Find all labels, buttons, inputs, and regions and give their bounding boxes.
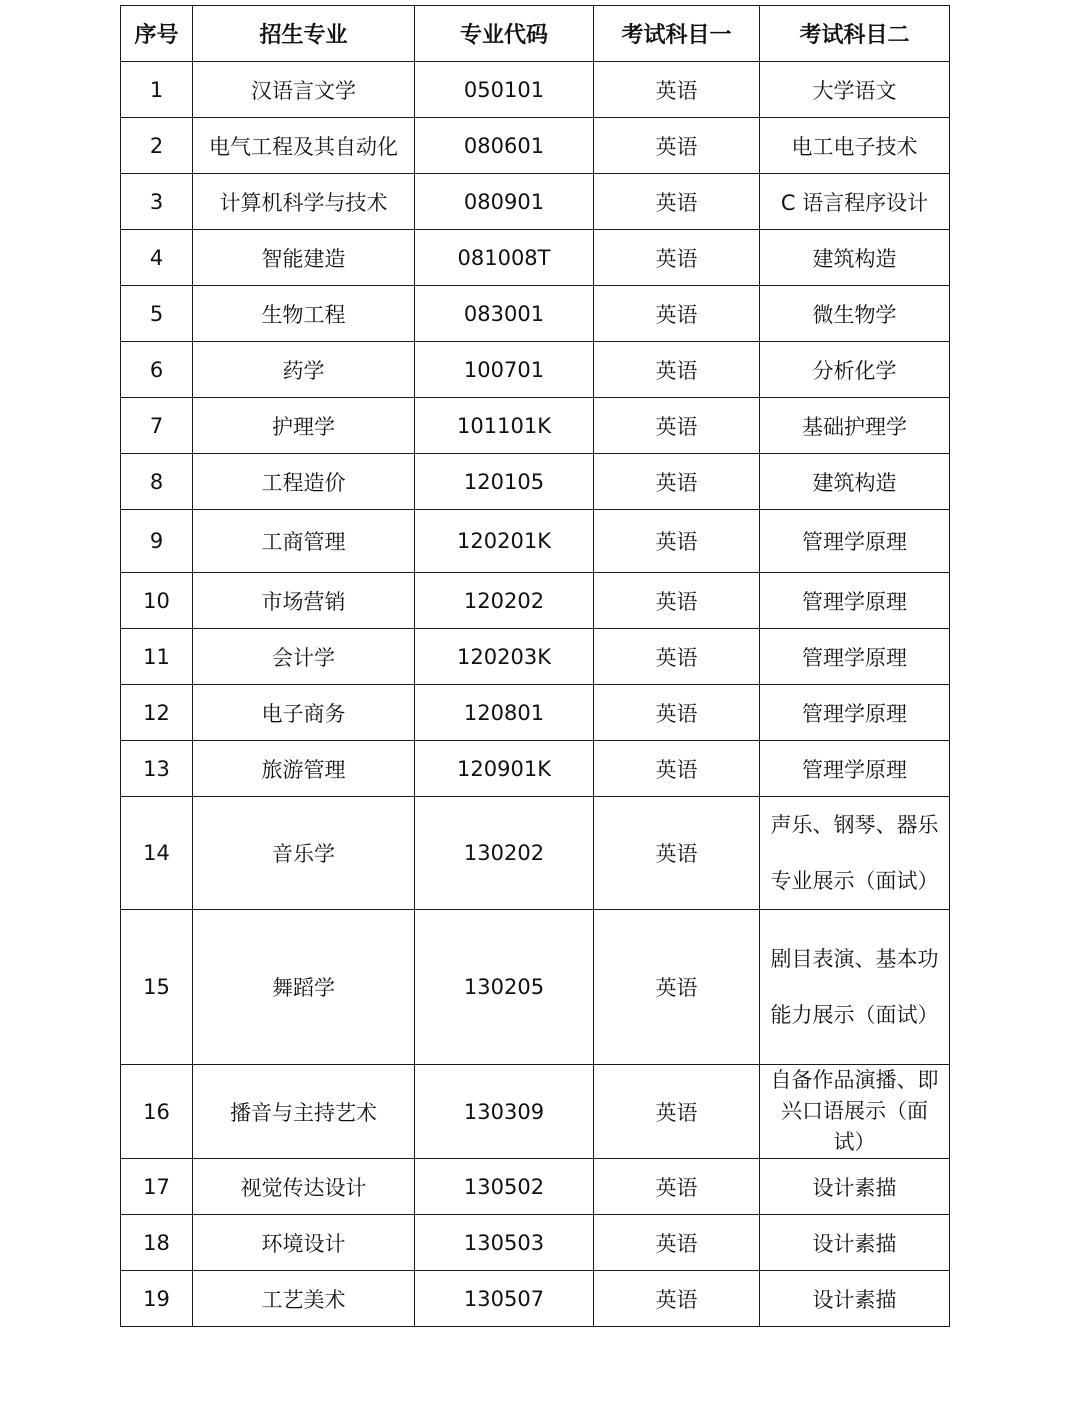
cell-subject2: 建筑构造	[760, 230, 950, 286]
cell-no: 13	[121, 741, 193, 797]
cell-major: 视觉传达设计	[193, 1159, 415, 1215]
cell-subject2: 基础护理学	[760, 398, 950, 454]
cell-subject2: 管理学原理	[760, 629, 950, 685]
cell-major: 工程造价	[193, 454, 415, 510]
cell-subject1: 英语	[594, 286, 760, 342]
cell-no: 16	[121, 1065, 193, 1159]
table-row	[121, 741, 950, 797]
cell-major: 智能建造	[193, 230, 415, 286]
cell-no: 9	[121, 510, 193, 573]
cell-no: 5	[121, 286, 193, 342]
header-code: 专业代码	[415, 6, 594, 62]
cell-code: 130205	[415, 910, 594, 1065]
cell-no: 10	[121, 573, 193, 629]
cell-no: 15	[121, 910, 193, 1065]
cell-code: 120203K	[415, 629, 594, 685]
table-row	[121, 174, 950, 230]
cell-subject1: 英语	[594, 454, 760, 510]
cell-subject2-line: 剧目表演、基本功	[770, 947, 939, 971]
table-row	[121, 1159, 950, 1215]
header-row	[121, 6, 950, 62]
table-row	[121, 230, 950, 286]
cell-major: 环境设计	[193, 1215, 415, 1271]
table-row	[121, 118, 950, 174]
cell-subject2-line: 声乐、钢琴、器乐	[770, 813, 939, 837]
cell-subject2	[760, 1065, 950, 1159]
cell-subject2: 设计素描	[760, 1271, 950, 1327]
cell-subject2	[760, 910, 950, 1065]
table-row	[121, 629, 950, 685]
cell-subject1: 英语	[594, 1065, 760, 1159]
cell-subject2: 设计素描	[760, 1159, 950, 1215]
cell-no: 4	[121, 230, 193, 286]
cell-no: 18	[121, 1215, 193, 1271]
table-row	[121, 910, 950, 1065]
cell-code: 120201K	[415, 510, 594, 573]
cell-code: 100701	[415, 342, 594, 398]
cell-major: 计算机科学与技术	[193, 174, 415, 230]
table-row	[121, 454, 950, 510]
cell-subject1: 英语	[594, 910, 760, 1065]
cell-subject1: 英语	[594, 629, 760, 685]
cell-no: 14	[121, 797, 193, 910]
table-row	[121, 342, 950, 398]
cell-subject1: 英语	[594, 398, 760, 454]
table-row	[121, 398, 950, 454]
cell-subject1: 英语	[594, 510, 760, 573]
cell-code: 130503	[415, 1215, 594, 1271]
cell-subject2-line: 兴口语展示（面	[781, 1099, 928, 1123]
cell-subject2: 建筑构造	[760, 454, 950, 510]
cell-major: 生物工程	[193, 286, 415, 342]
cell-major: 工艺美术	[193, 1271, 415, 1327]
cell-subject2: 电工电子技术	[760, 118, 950, 174]
cell-subject2-line: 自备作品演播、即	[770, 1068, 939, 1092]
cell-major: 市场营销	[193, 573, 415, 629]
cell-no: 6	[121, 342, 193, 398]
cell-major: 护理学	[193, 398, 415, 454]
cell-subject2-line: 能力展示（面试）	[770, 1003, 939, 1027]
cell-code: 130502	[415, 1159, 594, 1215]
cell-major: 播音与主持艺术	[193, 1065, 415, 1159]
cell-code: 081008T	[415, 230, 594, 286]
cell-subject2: 管理学原理	[760, 573, 950, 629]
table-row	[121, 1065, 950, 1159]
cell-subject1: 英语	[594, 342, 760, 398]
cell-subject1: 英语	[594, 1271, 760, 1327]
cell-code: 120801	[415, 685, 594, 741]
cell-subject2: 大学语文	[760, 62, 950, 118]
cell-code: 101101K	[415, 398, 594, 454]
cell-subject1: 英语	[594, 741, 760, 797]
cell-subject2: 管理学原理	[760, 685, 950, 741]
header-no: 序号	[121, 6, 193, 62]
cell-subject1: 英语	[594, 174, 760, 230]
cell-major: 音乐学	[193, 797, 415, 910]
cell-code: 080901	[415, 174, 594, 230]
table-row	[121, 1271, 950, 1327]
table-row	[121, 510, 950, 573]
cell-subject1: 英语	[594, 573, 760, 629]
table-row	[121, 286, 950, 342]
cell-subject2: 分析化学	[760, 342, 950, 398]
cell-subject2: 管理学原理	[760, 510, 950, 573]
cell-code: 130309	[415, 1065, 594, 1159]
cell-major: 舞蹈学	[193, 910, 415, 1065]
cell-no: 1	[121, 62, 193, 118]
cell-code: 083001	[415, 286, 594, 342]
cell-major: 药学	[193, 342, 415, 398]
cell-no: 3	[121, 174, 193, 230]
cell-major: 旅游管理	[193, 741, 415, 797]
cell-code: 120901K	[415, 741, 594, 797]
cell-no: 2	[121, 118, 193, 174]
cell-no: 12	[121, 685, 193, 741]
cell-subject2: 设计素描	[760, 1215, 950, 1271]
cell-subject1: 英语	[594, 118, 760, 174]
table-row	[121, 685, 950, 741]
cell-subject1: 英语	[594, 797, 760, 910]
cell-subject2-line: 专业展示（面试）	[770, 869, 939, 893]
table-row	[121, 62, 950, 118]
table-row	[121, 573, 950, 629]
cell-major: 电子商务	[193, 685, 415, 741]
cell-no: 7	[121, 398, 193, 454]
table-row	[121, 1215, 950, 1271]
cell-subject2: 微生物学	[760, 286, 950, 342]
header-subject1: 考试科目一	[594, 6, 760, 62]
cell-subject2: C 语言程序设计	[760, 174, 950, 230]
cell-subject2-line: 试）	[833, 1130, 876, 1154]
cell-subject1: 英语	[594, 1159, 760, 1215]
admissions-table	[120, 5, 950, 1327]
cell-code: 120202	[415, 573, 594, 629]
cell-subject2: 管理学原理	[760, 741, 950, 797]
cell-subject1: 英语	[594, 230, 760, 286]
cell-code: 050101	[415, 62, 594, 118]
cell-major: 汉语言文学	[193, 62, 415, 118]
header-subject2: 考试科目二	[760, 6, 950, 62]
cell-subject1: 英语	[594, 62, 760, 118]
cell-no: 11	[121, 629, 193, 685]
cell-major: 工商管理	[193, 510, 415, 573]
cell-subject1: 英语	[594, 1215, 760, 1271]
cell-no: 19	[121, 1271, 193, 1327]
cell-code: 130507	[415, 1271, 594, 1327]
cell-major: 会计学	[193, 629, 415, 685]
cell-major: 电气工程及其自动化	[193, 118, 415, 174]
cell-subject2	[760, 797, 950, 910]
cell-subject1: 英语	[594, 685, 760, 741]
cell-code: 130202	[415, 797, 594, 910]
cell-code: 080601	[415, 118, 594, 174]
header-major: 招生专业	[193, 6, 415, 62]
cell-no: 17	[121, 1159, 193, 1215]
cell-no: 8	[121, 454, 193, 510]
cell-code: 120105	[415, 454, 594, 510]
table-row	[121, 797, 950, 910]
